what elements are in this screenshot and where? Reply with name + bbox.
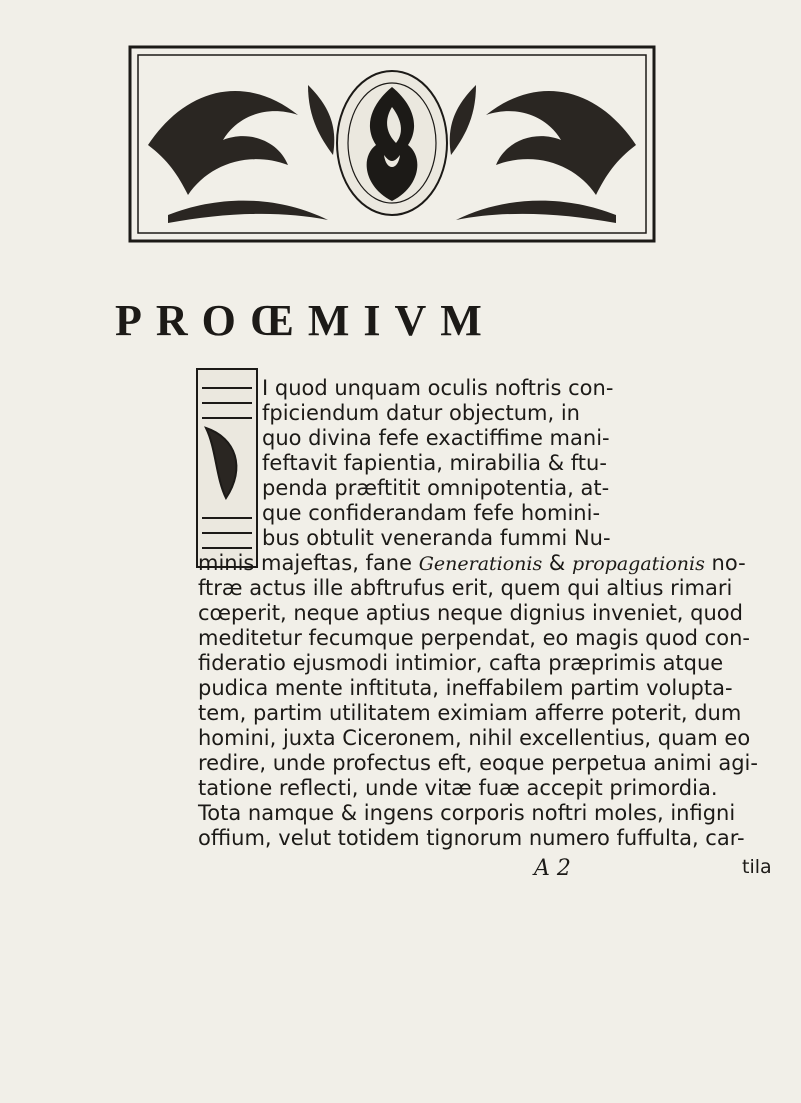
text-line: homini, juxta Ciceronem, nihil excellentius, quam eo (198, 726, 751, 750)
text-line: offium, velut totidem tignorum numero fuffulta, car- (198, 826, 745, 850)
text-line: tatione reflecti, unde vitæ fuæ accepit primordia. (198, 776, 718, 800)
ornament-headpiece (128, 45, 656, 243)
text-line: penda præftitit omnipotentia, at- (262, 476, 610, 500)
text-run: & (542, 551, 572, 575)
text-line: que confiderandam fefe homini- (262, 501, 601, 525)
catchword: tila (742, 856, 772, 878)
text-line: Tota namque & ingens corporis noftri moles, infigni (198, 801, 736, 825)
text-line: cœperit, neque aptius neque dignius inveniet, quod (198, 601, 743, 625)
italic-term: Generationis (418, 553, 543, 575)
text-line: feftavit fapientia, mirabilia & ftu- (262, 451, 607, 475)
decorated-initial (196, 368, 258, 568)
text-run: minis majeftas, fane (198, 551, 419, 575)
text-line: meditetur fecumque perpendat, eo magis quod con- (198, 626, 750, 650)
text-run: no- (704, 551, 746, 575)
text-line: tem, partim utilitatem eximiam afferre poterit, dum (198, 701, 742, 725)
page-title: PROŒMIVM (115, 296, 496, 345)
text-line: ftræ actus ille abftrufus erit, quem qui altius rimari (198, 576, 733, 600)
italic-term: propagationis (571, 553, 705, 575)
text-line: quo divina fefe exactiffime mani- (262, 426, 610, 450)
text-line: fpiciendum datur objectum, in (262, 401, 580, 425)
text-line: I quod unquam oculis noftris con- (262, 376, 614, 400)
text-line: pudica mente inftituta, ineffabilem partim volupta- (198, 676, 733, 700)
text-line: fideratio ejusmodi intimior, cafta præprimis atque (198, 651, 724, 675)
text-line: bus obtulit veneranda fummi Nu- (262, 526, 611, 550)
text-line: redire, unde profectus eft, eoque perpetua animi agi- (198, 751, 758, 775)
text-line (198, 551, 746, 577)
signature-mark: A 2 (534, 856, 571, 881)
